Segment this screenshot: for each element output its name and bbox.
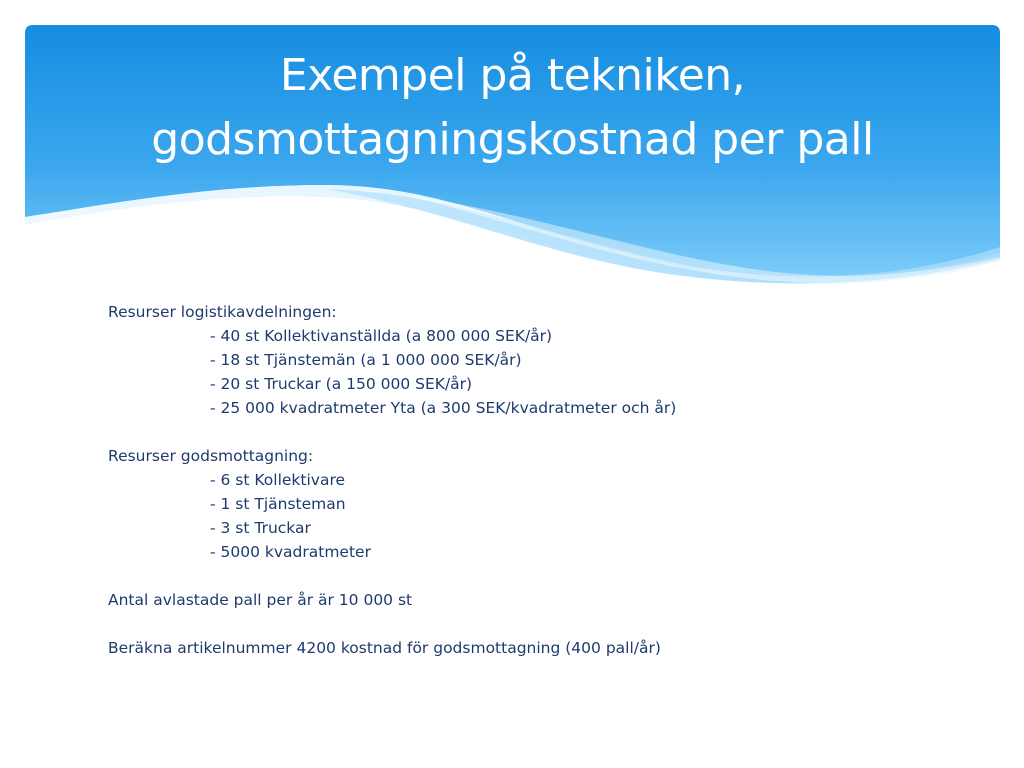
logistik-item: - 20 st Truckar (a 150 000 SEK/år)	[210, 375, 473, 393]
logistik-item: - 40 st Kollektivanställda (a 800 000 SEK/år)	[210, 327, 553, 345]
slide-body	[108, 300, 968, 660]
godsmottagning-item: - 6 st Kollektivare	[210, 471, 346, 489]
antal-pall-text: Antal avlastade pall per år är 10 000 st	[108, 591, 413, 609]
spacer	[108, 564, 968, 588]
godsmottagning-item: - 1 st Tjänsteman	[210, 495, 346, 513]
godsmottagning-item: - 3 st Truckar	[210, 519, 311, 537]
slide-title	[25, 44, 1000, 172]
logistik-item: - 25 000 kvadratmeter Yta (a 300 SEK/kvadratmeter och år)	[210, 399, 677, 417]
berakna-text: Beräkna artikelnummer 4200 kostnad för godsmottagning (400 pall/år)	[108, 639, 661, 657]
slide-title-line-1: Exempel på tekniken,	[279, 50, 746, 101]
godsmottagning-item: - 5000 kvadratmeter	[210, 543, 371, 561]
slide-title-line-2: godsmottagningskostnad per pall	[151, 114, 874, 165]
logistik-item: - 18 st Tjänstemän (a 1 000 000 SEK/år)	[210, 351, 522, 369]
godsmottagning-heading: Resurser godsmottagning:	[108, 447, 314, 465]
spacer	[108, 612, 968, 636]
spacer	[108, 420, 968, 444]
logistik-heading: Resurser logistikavdelningen:	[108, 303, 337, 321]
